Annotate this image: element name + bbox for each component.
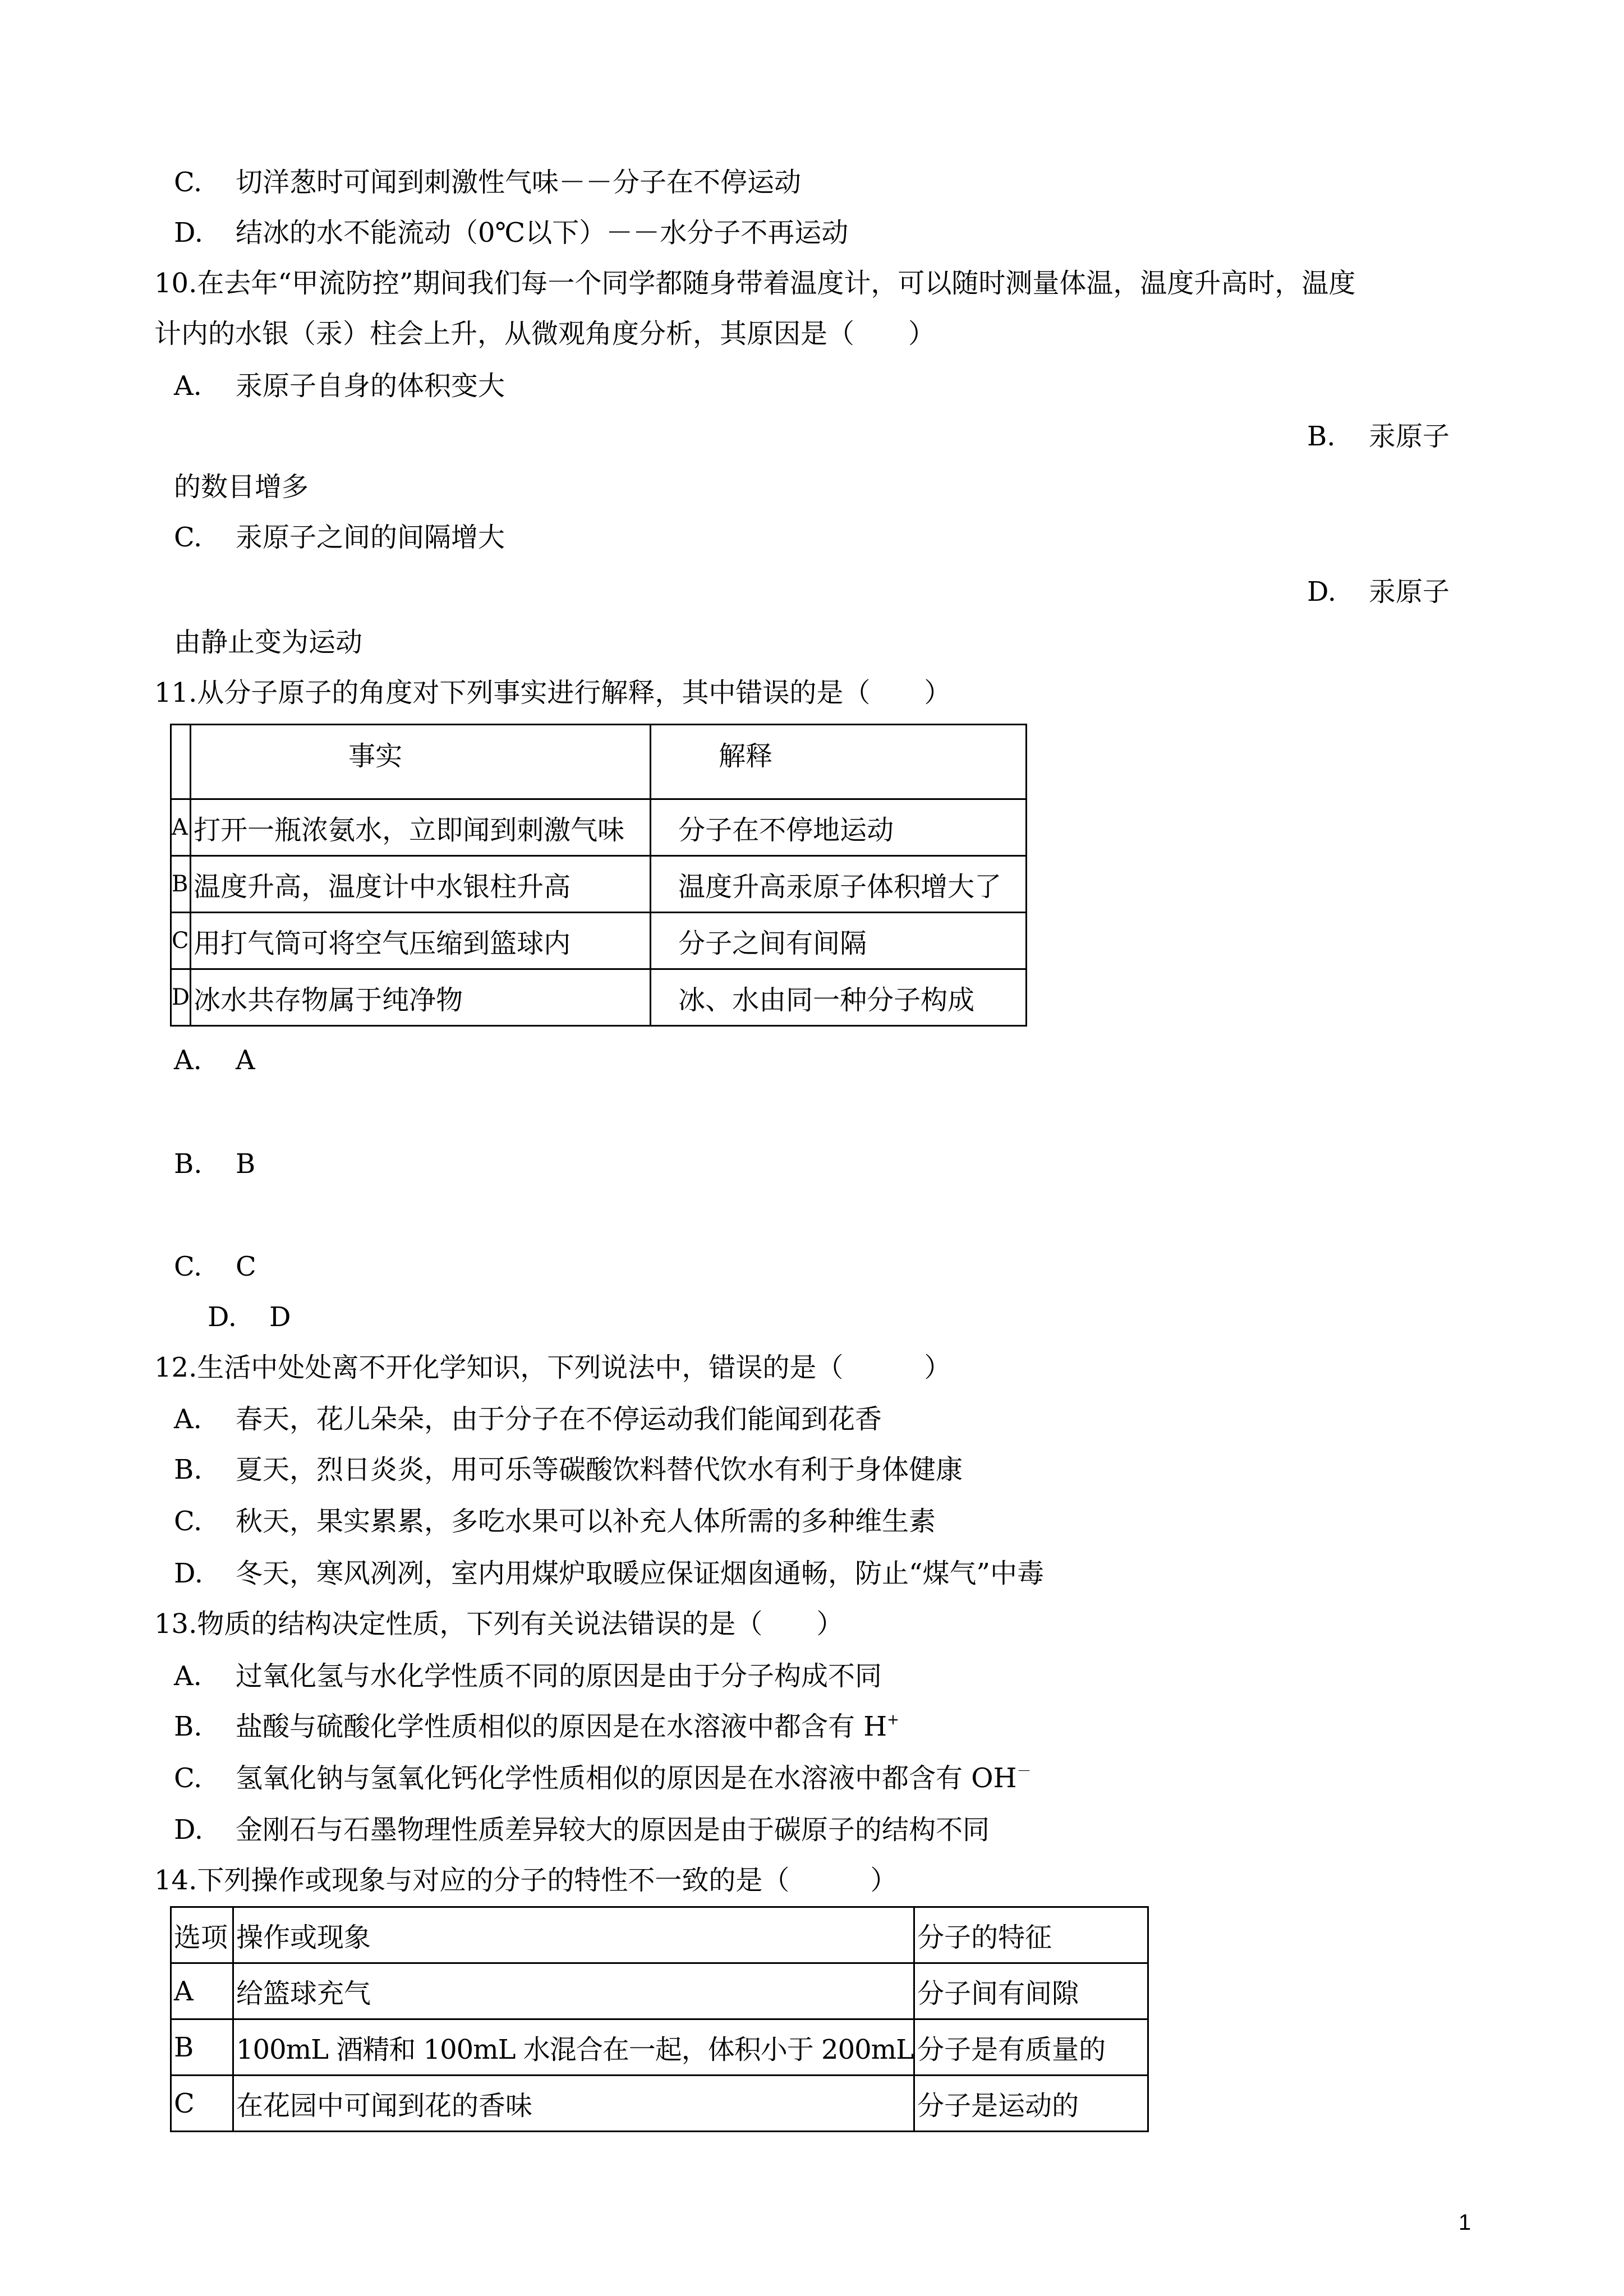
option-label: D.	[174, 217, 204, 249]
option-label: B.	[1307, 421, 1336, 452]
option-label: A.	[174, 1660, 202, 1692]
q11-option-a	[174, 1043, 255, 1077]
option-label: B.	[174, 1148, 203, 1180]
option-label: C.	[174, 1763, 203, 1794]
table-header-cell: 选项	[171, 1907, 233, 1963]
option-text: 金刚石与石墨物理性质差异较大的原因是由于碳原子的结构不同	[236, 1814, 990, 1846]
q9-option-d	[174, 216, 848, 250]
option-text: 切洋葱时可闻到刺激性气味－－分子在不停运动	[236, 167, 802, 198]
table-cell-explain: 冰、水由同一种分子构成	[651, 969, 1027, 1026]
table-row	[171, 1963, 1148, 2019]
option-text: B	[236, 1148, 256, 1180]
q13-option-a	[174, 1659, 882, 1693]
q11-option-d	[208, 1300, 291, 1334]
option-label: C.	[174, 1251, 203, 1282]
option-label: D.	[208, 1301, 237, 1333]
table-header-cell: 分子的特征	[914, 1907, 1148, 1963]
table-cell-fact: 冰水共存物属于纯净物	[191, 969, 651, 1026]
q10-stem-line1: 10.在去年“甲流防控”期间我们每一个同学都随身带着温度计，可以随时测量体温，温度升高时，温度	[154, 268, 1356, 299]
table-header-cell: 操作或现象	[233, 1907, 914, 1963]
option-label: D.	[1307, 576, 1337, 608]
table-cell-key: B	[171, 2019, 233, 2076]
option-label: B.	[174, 1711, 203, 1742]
option-text: 汞原子	[1369, 576, 1450, 608]
option-label: C.	[174, 522, 203, 553]
q10-option-a	[174, 369, 505, 403]
table-cell-key: C	[171, 913, 191, 969]
table-header-row	[171, 1907, 1148, 1963]
table-cell-operation: 给篮球充气	[233, 1963, 914, 2019]
q14-table	[170, 1906, 1149, 2132]
option-text: A	[236, 1045, 255, 1076]
table-cell-key: D	[171, 969, 191, 1026]
table-cell-fact: 用打气筒可将空气压缩到篮球内	[191, 913, 651, 969]
q12-option-c	[174, 1504, 936, 1538]
q14-stem: 14.下列操作或现象与对应的分子的特性不一致的是（ ）	[154, 1865, 898, 1896]
superscript: －	[1016, 1763, 1032, 1780]
option-text: 春天，花儿朵朵，由于分子在不停运动我们能闻到花香	[236, 1404, 882, 1435]
q11-option-c	[174, 1250, 256, 1283]
q13-option-d	[174, 1813, 990, 1847]
table-header-cell: 解释	[651, 725, 1027, 799]
q12-stem: 12.生活中处处离不开化学知识，下列说法中，错误的是（ ）	[154, 1352, 951, 1383]
table-row	[171, 2076, 1148, 2132]
table-cell-operation: 100mL 酒精和 100mL 水混合在一起，体积小于 200mL	[233, 2019, 914, 2076]
q11-table	[170, 724, 1027, 1027]
table-cell-feature: 分子是有质量的	[914, 2019, 1148, 2076]
option-label: D.	[174, 1814, 204, 1846]
q10-stem-line2: 计内的水银（汞）柱会上升，从微观角度分析，其原因是（ ）	[154, 318, 936, 349]
table-cell-key: A	[171, 1963, 233, 2019]
q12-option-b	[174, 1453, 963, 1487]
q10-option-d-continued: 由静止变为运动	[174, 627, 363, 658]
q11-option-b	[174, 1147, 255, 1181]
q12-option-d	[174, 1557, 1044, 1590]
table-cell-key: B	[171, 856, 191, 913]
table-cell-feature: 分子间有间隙	[914, 1963, 1148, 2019]
q12-option-a	[174, 1402, 882, 1436]
option-text: 盐酸与硫酸化学性质相似的原因是在水溶液中都含有 H	[236, 1711, 887, 1742]
option-text: 冬天，寒风冽冽，室内用煤炉取暖应保证烟囱通畅，防止“煤气”中毒	[236, 1558, 1045, 1589]
q9-option-c	[174, 165, 801, 199]
option-text: D	[269, 1301, 291, 1333]
option-text: 汞原子之间的间隔增大	[236, 522, 505, 553]
option-text: 氢氧化钠与氢氧化钙化学性质相似的原因是在水溶液中都含有 OH	[236, 1763, 1017, 1794]
option-label: B.	[174, 1454, 203, 1485]
table-row	[171, 799, 1027, 856]
option-label: A.	[174, 1045, 202, 1076]
option-text: 汞原子自身的体积变大	[236, 370, 505, 402]
table-cell-fact: 打开一瓶浓氨水，立即闻到刺激气味	[191, 799, 651, 856]
option-text: C	[236, 1251, 256, 1282]
option-label: A.	[174, 370, 202, 402]
table-header-row	[171, 725, 1027, 799]
q11-stem: 11.从分子原子的角度对下列事实进行解释，其中错误的是（ ）	[154, 677, 951, 708]
page-number: 1	[1459, 2210, 1471, 2235]
table-row	[171, 2019, 1148, 2076]
option-text: 过氧化氢与水化学性质不同的原因是由于分子构成不同	[236, 1660, 882, 1692]
option-text: 夏天，烈日炎炎，用可乐等碳酸饮料替代饮水有利于身体健康	[236, 1454, 963, 1485]
table-cell-explain: 分子之间有间隔	[651, 913, 1027, 969]
table-row	[171, 856, 1027, 913]
q13-stem: 13.物质的结构决定性质，下列有关说法错误的是（ ）	[154, 1608, 844, 1640]
table-cell-explain: 温度升高汞原子体积增大了	[651, 856, 1027, 913]
table-row	[171, 913, 1027, 969]
table-cell-fact: 温度升高，温度计中水银柱升高	[191, 856, 651, 913]
option-text: 结冰的水不能流动（0℃以下）－－水分子不再运动	[236, 217, 849, 249]
table-header-cell: 事实	[191, 725, 651, 799]
table-cell-explain: 分子在不停地运动	[651, 799, 1027, 856]
table-header-cell	[171, 725, 191, 799]
table-cell-feature: 分子是运动的	[914, 2076, 1148, 2132]
table-cell-key: A	[171, 799, 191, 856]
q13-option-c	[174, 1761, 1032, 1795]
table-cell-key: C	[171, 2076, 233, 2132]
q10-option-c	[174, 521, 505, 554]
option-label: C.	[174, 1506, 203, 1537]
q10-option-b-continued: 的数目增多	[174, 471, 309, 503]
option-text: 汞原子	[1369, 421, 1450, 452]
q13-option-b	[174, 1710, 899, 1743]
option-label: D.	[174, 1558, 204, 1589]
option-text: 秋天，果实累累，多吃水果可以补充人体所需的多种维生素	[236, 1506, 936, 1537]
q10-option-b	[1307, 420, 1450, 453]
q10-option-d	[1307, 575, 1450, 609]
table-row	[171, 969, 1027, 1026]
superscript: +	[887, 1711, 899, 1728]
option-label: A.	[174, 1404, 202, 1435]
option-label: C.	[174, 167, 203, 198]
table-cell-operation: 在花园中可闻到花的香味	[233, 2076, 914, 2132]
